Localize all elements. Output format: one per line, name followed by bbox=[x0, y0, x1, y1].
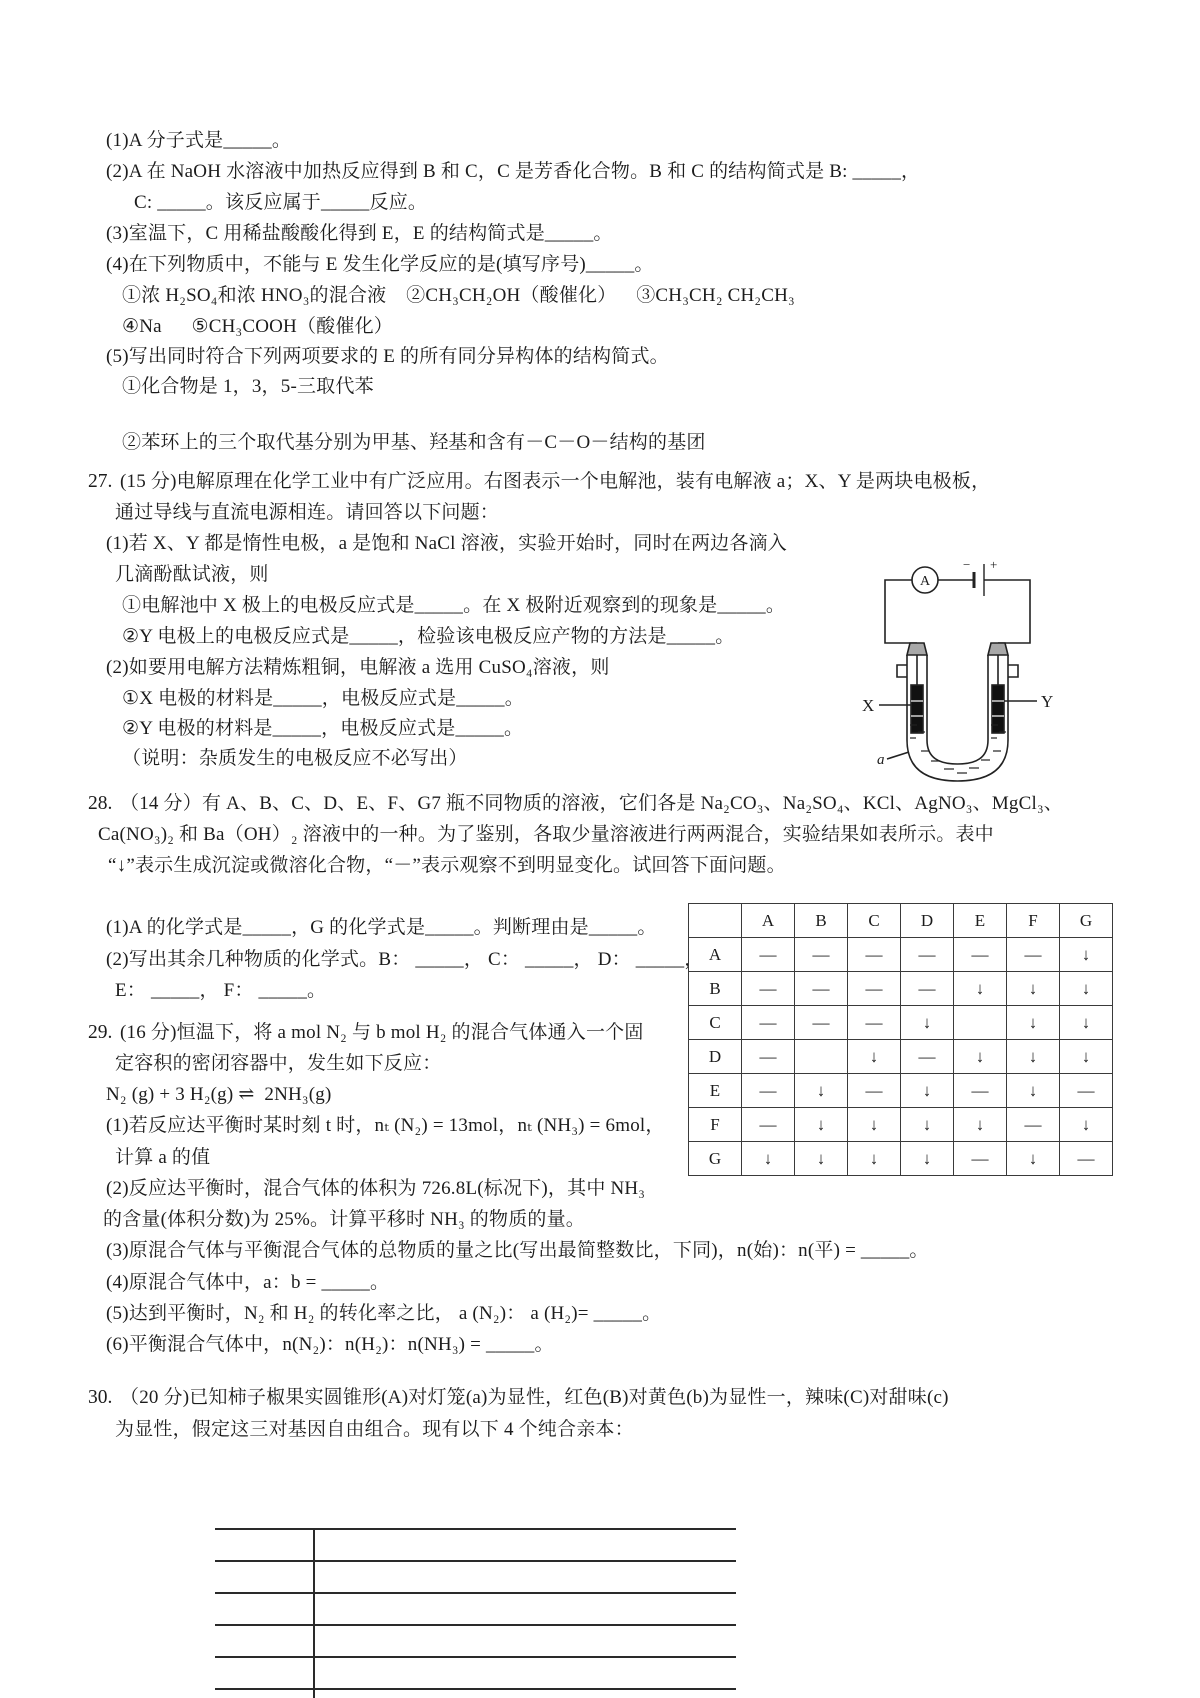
result-cell: ↓ bbox=[954, 1040, 1007, 1074]
q29-number: 29. bbox=[88, 1022, 113, 1043]
top-line-9: ①化合物是 1，3，5-三取代苯 bbox=[122, 376, 374, 397]
result-cell: — bbox=[848, 938, 901, 972]
result-cell: ↓ bbox=[954, 972, 1007, 1006]
answer-grid-hline bbox=[215, 1560, 736, 1562]
header-cell: A bbox=[742, 904, 795, 938]
table-row bbox=[689, 1074, 1113, 1108]
ammeter-label: A bbox=[919, 574, 931, 589]
result-cell: — bbox=[954, 938, 1007, 972]
q29-line-9: (4)原混合气体中，a：b = _____。 bbox=[106, 1272, 390, 1293]
result-cell: ↓ bbox=[901, 1108, 954, 1142]
header-cell bbox=[689, 904, 742, 938]
top-line-4: (3)室温下，C 用稀盐酸酸化得到 E，E 的结构简式是_____。 bbox=[106, 223, 613, 244]
result-cell: ↓ bbox=[901, 1006, 954, 1040]
q28-line-6: E： _____， F： _____。 bbox=[115, 980, 327, 1001]
result-cell: ↓ bbox=[848, 1108, 901, 1142]
table-row bbox=[689, 1006, 1113, 1040]
q30-line-2: 为显性，假定这三对基因自由组合。现有以下 4 个纯合亲本： bbox=[115, 1419, 634, 1440]
answer-grid-hline bbox=[215, 1656, 736, 1658]
result-cell: ↓ bbox=[742, 1142, 795, 1176]
header-cell: F bbox=[1007, 904, 1060, 938]
q29-line-10: (5)达到平衡时，N₂ 和 H₂ 的转化率之比， a (N₂)： a (H₂)= _____。 bbox=[106, 1303, 662, 1324]
table-row bbox=[689, 938, 1113, 972]
result-cell: ↓ bbox=[795, 1108, 848, 1142]
q28-number: 28. bbox=[88, 793, 113, 814]
header-cell: D bbox=[901, 904, 954, 938]
top-line-6: ①浓 H₂SO₄和浓 HNO₃的混合液 ②CH₃CH₂OH（酸催化） ③CH₃CH₂ CH₂CH₃ bbox=[122, 285, 795, 306]
result-cell: ↓ bbox=[1007, 1074, 1060, 1108]
left-tube-side-arm bbox=[897, 665, 907, 677]
result-cell: — bbox=[954, 1142, 1007, 1176]
result-cell: ↓ bbox=[1060, 1108, 1113, 1142]
answer-grid-hline bbox=[215, 1528, 736, 1530]
a-pointer-line bbox=[887, 752, 909, 759]
result-cell bbox=[795, 1040, 848, 1074]
row-label: F bbox=[689, 1108, 742, 1142]
table-row bbox=[689, 1040, 1113, 1074]
q29-line-6: (2)反应达平衡时，混合气体的体积为 726.8L(标况下)，其中 NH₃ bbox=[106, 1178, 646, 1199]
electrode-y-label: Y bbox=[1041, 692, 1054, 711]
electrolysis-diagram bbox=[845, 555, 1085, 790]
result-cell: ↓ bbox=[848, 1040, 901, 1074]
q28-line-3: “↓”表示生成沉淀或微溶化合物，“－”表示观察不到明显变化。试回答下面问题。 bbox=[108, 855, 786, 876]
result-cell: ↓ bbox=[1007, 1006, 1060, 1040]
result-cell: — bbox=[954, 1074, 1007, 1108]
solution-a-label: a bbox=[877, 752, 885, 768]
result-cell: — bbox=[742, 1006, 795, 1040]
result-cell: ↓ bbox=[901, 1074, 954, 1108]
q28-line-5: (2)写出其余几种物质的化学式。B： _____， C： _____， D： _____， bbox=[106, 949, 704, 970]
result-cell: — bbox=[742, 1040, 795, 1074]
result-cell: — bbox=[795, 1006, 848, 1040]
q29-line-7: 的含量(体积分数)为 25%。计算平移时 NH₃ 的物质的量。 bbox=[103, 1209, 585, 1230]
result-cell bbox=[954, 1006, 1007, 1040]
top-line-7: ④Na ⑤CH₃COOH（酸催化） bbox=[122, 316, 393, 337]
result-cell: — bbox=[1007, 938, 1060, 972]
battery-plus-label: + bbox=[990, 557, 998, 572]
q27-line-9: ②Y 电极的材料是_____，电极反应式是_____。 bbox=[122, 718, 524, 739]
answer-grid bbox=[215, 1528, 736, 1698]
header-cell: E bbox=[954, 904, 1007, 938]
top-line-1: (1)A 分子式是_____。 bbox=[106, 130, 292, 151]
result-cell: ↓ bbox=[954, 1108, 1007, 1142]
right-wire bbox=[984, 580, 1030, 643]
q29-line-1: (16 分)恒温下，将 a mol N₂ 与 b mol H₂ 的混合气体通入一个固 bbox=[120, 1022, 644, 1043]
row-label: G bbox=[689, 1142, 742, 1176]
q29-line-4: (1)若反应达平衡时某时刻 t 时，nₜ (N₂) = 13mol，nₜ (NH₃) = 6mol， bbox=[106, 1115, 665, 1136]
q29-line-3: N₂ (g) + 3 H₂(g) ⇌ 2NH₃(g) bbox=[106, 1084, 332, 1105]
battery-minus-label: − bbox=[963, 557, 971, 572]
q29-line-11: (6)平衡混合气体中，n(N₂)：n(H₂)：n(NH₃) = _____。 bbox=[106, 1334, 554, 1355]
q29-line-5: 计算 a 的值 bbox=[115, 1147, 211, 1168]
result-cell: — bbox=[795, 938, 848, 972]
q27-line-1: (15 分)电解原理在化学工业中有广泛应用。右图表示一个电解池，装有电解液 a；X、Y 是两块电极板， bbox=[120, 471, 991, 492]
top-line-8: (5)写出同时符合下列两项要求的 E 的所有同分异构体的结构简式。 bbox=[106, 346, 669, 367]
q27-line-3: (1)若 X、Y 都是惰性电极，a 是饱和 NaCl 溶液，实验开始时，同时在两边各滴入 bbox=[106, 533, 787, 554]
row-label: B bbox=[689, 972, 742, 1006]
right-stopper bbox=[988, 643, 1008, 655]
q27-line-6: ②Y 电极上的电极反应式是_____，检验该电极反应产物的方法是_____。 bbox=[122, 626, 735, 647]
answer-grid-hline bbox=[215, 1592, 736, 1594]
result-cell: ↓ bbox=[1060, 972, 1113, 1006]
result-cell: — bbox=[901, 972, 954, 1006]
q27-line-7: (2)如要用电解方法精炼粗铜，电解液 a 选用 CuSO₄溶液，则 bbox=[106, 657, 610, 678]
top-line-5: (4)在下列物质中，不能与 E 发生化学反应的是(填写序号)_____。 bbox=[106, 254, 654, 275]
q27-line-8: ①X 电极的材料是_____，电极反应式是_____。 bbox=[122, 688, 524, 709]
result-cell: — bbox=[848, 972, 901, 1006]
result-cell: — bbox=[742, 1074, 795, 1108]
top-line-10: ②苯环上的三个取代基分别为甲基、羟基和含有－C－O－结构的基团 bbox=[122, 432, 706, 453]
result-cell: — bbox=[1060, 1074, 1113, 1108]
q28-line-2: Ca(NO₃)₂ 和 Ba（OH）₂ 溶液中的一种。为了鉴别，各取少量溶液进行两两混合，实验结果如表所示。表中 bbox=[98, 824, 994, 845]
result-cell: — bbox=[1007, 1108, 1060, 1142]
top-line-3: C: _____。该反应属于_____反应。 bbox=[134, 192, 428, 213]
row-label: D bbox=[689, 1040, 742, 1074]
q27-number: 27. bbox=[88, 471, 113, 492]
q28-line-4: (1)A 的化学式是_____，G 的化学式是_____。判断理由是_____。 bbox=[106, 917, 657, 938]
result-cell: — bbox=[742, 1108, 795, 1142]
u-tube-outer bbox=[907, 740, 1008, 781]
result-cell: ↓ bbox=[1060, 938, 1113, 972]
right-tube-side-arm bbox=[1008, 665, 1018, 677]
result-cell: — bbox=[848, 1074, 901, 1108]
result-cell: — bbox=[901, 1040, 954, 1074]
q29-line-8: (3)原混合气体与平衡混合气体的总物质的量之比(写出最简整数比，下同)，n(始)：n(平) = _____。 bbox=[106, 1240, 929, 1261]
header-cell: C bbox=[848, 904, 901, 938]
result-cell: ↓ bbox=[1007, 1142, 1060, 1176]
left-stopper bbox=[907, 643, 927, 655]
q27-line-4: 几滴酚酞试液，则 bbox=[115, 564, 269, 585]
q30-number: 30. bbox=[88, 1387, 113, 1408]
row-label: C bbox=[689, 1006, 742, 1040]
mixing-results-table bbox=[688, 903, 1113, 1176]
row-label: A bbox=[689, 938, 742, 972]
electrode-y bbox=[992, 685, 1004, 733]
result-cell: ↓ bbox=[795, 1074, 848, 1108]
result-cell: — bbox=[795, 972, 848, 1006]
result-cell: — bbox=[1060, 1142, 1113, 1176]
result-cell: ↓ bbox=[901, 1142, 954, 1176]
result-cell: ↓ bbox=[1007, 972, 1060, 1006]
q27-line-10: （说明：杂质发生的电极反应不必写出） bbox=[122, 748, 468, 769]
electrode-x-label: X bbox=[862, 696, 875, 715]
q27-line-5: ①电解池中 X 极上的电极反应式是_____。在 X 极附近观察到的现象是_____。 bbox=[122, 595, 786, 616]
q27-line-2: 通过导线与直流电源相连。请回答以下问题： bbox=[115, 502, 500, 523]
result-cell: — bbox=[848, 1006, 901, 1040]
result-cell: ↓ bbox=[795, 1142, 848, 1176]
table-row bbox=[689, 972, 1113, 1006]
answer-grid-vline bbox=[313, 1528, 315, 1698]
q29-line-2: 定容积的密闭容器中，发生如下反应： bbox=[115, 1053, 442, 1074]
answer-grid-hline bbox=[215, 1624, 736, 1626]
result-cell: — bbox=[742, 938, 795, 972]
table-row bbox=[689, 1108, 1113, 1142]
result-cell: ↓ bbox=[848, 1142, 901, 1176]
table-header-row bbox=[689, 904, 1113, 938]
result-cell: ↓ bbox=[1060, 1040, 1113, 1074]
q30-line-1: （20 分)已知柿子椒果实圆锥形(A)对灯笼(a)为显性，红色(B)对黄色(b)为显性一，辣味(C)对甜味(c) bbox=[120, 1387, 949, 1408]
electrode-x bbox=[911, 685, 923, 733]
answer-grid-hline bbox=[215, 1688, 736, 1690]
result-cell: ↓ bbox=[1060, 1006, 1113, 1040]
q28-line-1: （14 分）有 A、B、C、D、E、F、G7 瓶不同物质的溶液，它们各是 Na₂CO₃、Na₂SO₄、KCl、AgNO₃、MgCl₃、 bbox=[120, 793, 1064, 814]
result-cell: — bbox=[742, 972, 795, 1006]
table-row bbox=[689, 1142, 1113, 1176]
top-line-2: (2)A 在 NaOH 水溶液中加热反应得到 B 和 C，C 是芳香化合物。B 和 C 的结构简式是 B: _____， bbox=[106, 161, 921, 182]
result-cell: — bbox=[901, 938, 954, 972]
result-cell: ↓ bbox=[1007, 1040, 1060, 1074]
left-wire bbox=[885, 580, 917, 643]
row-label: E bbox=[689, 1074, 742, 1108]
header-cell: G bbox=[1060, 904, 1113, 938]
header-cell: B bbox=[795, 904, 848, 938]
